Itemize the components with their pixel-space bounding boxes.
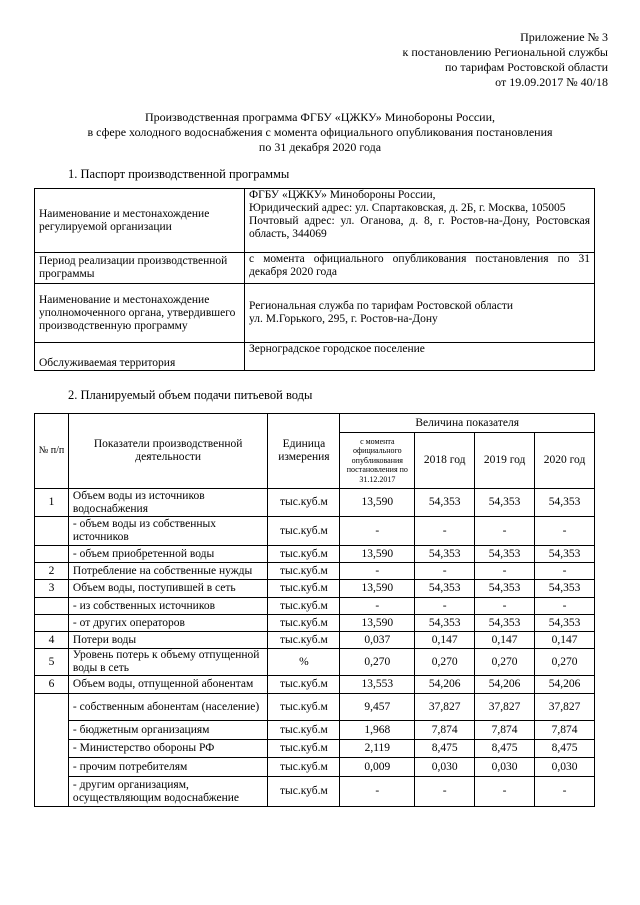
document-title (0, 110, 640, 155)
row-value: 8,475 (415, 740, 475, 758)
row-value: 1,968 (340, 721, 415, 740)
row-number: 3 (35, 580, 69, 598)
passport-row (35, 343, 595, 371)
row-value: - (535, 777, 595, 807)
row-unit: тыс.куб.м (268, 546, 340, 563)
row-number: 2 (35, 563, 69, 580)
row-value: 54,353 (535, 615, 595, 632)
row-value: 37,827 (535, 694, 595, 721)
passport-value (245, 343, 595, 371)
table-row (35, 740, 595, 758)
passport-label: Период реализации производственной программы (35, 253, 245, 284)
row-number: 6 (35, 676, 69, 694)
row-unit: тыс.куб.м (268, 580, 340, 598)
passport-value (245, 284, 595, 343)
row-unit: тыс.куб.м (268, 777, 340, 807)
row-value: 0,009 (340, 758, 415, 777)
row-value: 0,147 (475, 632, 535, 649)
passport-value (245, 189, 595, 253)
header-period-2017: с момента официального опубликования постановления по 31.12.2017 (340, 433, 415, 489)
table-row (35, 777, 595, 807)
passport-value-line: ул. М.Горького, 295, г. Ростов-на-Дону (249, 313, 438, 325)
row-indicator: Потери воды (68, 632, 268, 649)
row-value: 54,353 (535, 546, 595, 563)
row-indicator: - Министерство обороны РФ (68, 740, 268, 758)
table-row (35, 676, 595, 694)
passport-value-line: ФГБУ «ЦЖКУ» Минобороны России, (249, 189, 436, 201)
passport-value-line: Зерноградское городское поселение (249, 343, 425, 355)
water-volume-table (34, 413, 595, 807)
passport-label: Обслуживаемая территория (35, 343, 245, 371)
row-value: 8,475 (535, 740, 595, 758)
table-row (35, 517, 595, 546)
passport-label: Наименование и местонахождение уполномоченного органа, утвердившего производственную программу (35, 284, 245, 343)
row-value: 0,037 (340, 632, 415, 649)
row-value: - (340, 777, 415, 807)
row-indicator: Потребление на собственные нужды (68, 563, 268, 580)
row-indicator: - объем воды из собственных источников (68, 517, 268, 546)
table-row (35, 758, 595, 777)
row-value: 0,030 (535, 758, 595, 777)
row-value: 54,353 (535, 489, 595, 517)
row-value: - (340, 598, 415, 615)
header-num: № п/п (35, 414, 69, 489)
row-value: 54,353 (415, 615, 475, 632)
row-value: - (475, 598, 535, 615)
row-value: 37,827 (415, 694, 475, 721)
row-value: 54,353 (535, 580, 595, 598)
row-unit: % (268, 649, 340, 676)
row-number: 5 (35, 649, 69, 676)
title-line: по 31 декабря 2020 года (258, 140, 382, 154)
document-header (403, 30, 608, 90)
row-indicator: - объем приобретенной воды (68, 546, 268, 563)
table-row (35, 563, 595, 580)
row-value: 0,270 (475, 649, 535, 676)
passport-table (34, 188, 595, 371)
row-number: 1 (35, 489, 69, 517)
row-number (35, 615, 69, 632)
row-value: - (415, 563, 475, 580)
row-number: 4 (35, 632, 69, 649)
row-number (35, 546, 69, 563)
title-line: в сфере холодного водоснабжения с момента официального опубликования постановления (87, 125, 553, 139)
row-value: - (340, 517, 415, 546)
row-value: 54,353 (475, 615, 535, 632)
row-value: 0,147 (415, 632, 475, 649)
row-unit: тыс.куб.м (268, 676, 340, 694)
row-unit: тыс.куб.м (268, 758, 340, 777)
row-value: 54,353 (475, 489, 535, 517)
resolution-ref-2: по тарифам Ростовской области (444, 60, 608, 74)
passport-value-line: Юридический адрес: ул. Спартаковская, д. 2Б, г. Москва, 105005 (249, 202, 566, 214)
row-indicator: Объем воды, поступившей в сеть (68, 580, 268, 598)
row-number (35, 517, 69, 546)
row-value: - (340, 563, 415, 580)
row-value: 0,030 (415, 758, 475, 777)
row-value: 0,270 (535, 649, 595, 676)
row-indicator: Объем воды, отпущенной абонентам (68, 676, 268, 694)
row-value: 54,353 (415, 580, 475, 598)
row-value: 54,353 (415, 546, 475, 563)
section-1-heading: 1. Паспорт производственной программы (68, 167, 290, 181)
row-value: 13,590 (340, 580, 415, 598)
row-value: 54,353 (415, 489, 475, 517)
row-value: 13,590 (340, 546, 415, 563)
row-value: 9,457 (340, 694, 415, 721)
table-row (35, 580, 595, 598)
header-value-group: Величина показателя (340, 414, 595, 433)
table-row (35, 632, 595, 649)
row-value: 7,874 (535, 721, 595, 740)
passport-value-line: Региональная служба по тарифам Ростовской области (249, 300, 514, 312)
passport-value-line: с момента официального опубликования постановления по 31 декабря 2020 года (249, 253, 590, 278)
table-row (35, 598, 595, 615)
passport-value (245, 253, 595, 284)
row-unit: тыс.куб.м (268, 694, 340, 721)
row-value: 54,353 (475, 580, 535, 598)
table-row (35, 721, 595, 740)
row-unit: тыс.куб.м (268, 563, 340, 580)
header-indicator: Показатели производственной деятельности (68, 414, 268, 489)
row-unit: тыс.куб.м (268, 598, 340, 615)
row-indicator: Уровень потерь к объему отпущенной воды в сеть (68, 649, 268, 676)
row-value: 13,553 (340, 676, 415, 694)
passport-row (35, 189, 595, 253)
row-value: 0,030 (475, 758, 535, 777)
row-indicator: Объем воды из источников водоснабжения (68, 489, 268, 517)
row-value: 0,270 (340, 649, 415, 676)
row-unit: тыс.куб.м (268, 615, 340, 632)
row-unit: тыс.куб.м (268, 721, 340, 740)
row-value: - (475, 563, 535, 580)
row-value: - (415, 777, 475, 807)
table-row (35, 615, 595, 632)
row-unit: тыс.куб.м (268, 517, 340, 546)
row-number (35, 694, 69, 807)
row-value: 54,353 (475, 546, 535, 563)
row-unit: тыс.куб.м (268, 632, 340, 649)
row-value: - (535, 517, 595, 546)
row-value: 7,874 (475, 721, 535, 740)
title-line: Производственная программа ФГБУ «ЦЖКУ» Минобороны России, (144, 110, 496, 124)
row-value: 13,590 (340, 489, 415, 517)
row-value: - (415, 517, 475, 546)
row-value: - (475, 777, 535, 807)
row-value: - (415, 598, 475, 615)
row-indicator: - собственным абонентам (население) (68, 694, 268, 721)
passport-label: Наименование и местонахождение регулируемой организации (35, 189, 245, 253)
passport-row (35, 253, 595, 284)
row-value: 13,590 (340, 615, 415, 632)
row-indicator: - из собственных источников (68, 598, 268, 615)
row-value: 54,206 (535, 676, 595, 694)
row-value: 0,147 (535, 632, 595, 649)
row-indicator: - прочим потребителям (68, 758, 268, 777)
row-value: 0,270 (415, 649, 475, 676)
row-value: 7,874 (415, 721, 475, 740)
resolution-ref: к постановлению Региональной службы (402, 45, 608, 59)
passport-value-line: Почтовый адрес: ул. Оганова, д. 8, г. Ростов-на-Дону, Ростовская область, 344069 (249, 215, 590, 240)
table-row (35, 489, 595, 517)
header-2018: 2018 год (415, 433, 475, 489)
table-row (35, 694, 595, 721)
row-value: 37,827 (475, 694, 535, 721)
section-2-heading: 2. Планируемый объем подачи питьевой воды (68, 388, 313, 402)
header-unit: Единица измерения (268, 414, 340, 489)
header-2020: 2020 год (535, 433, 595, 489)
row-value: 54,206 (415, 676, 475, 694)
row-number (35, 598, 69, 615)
row-value: - (475, 517, 535, 546)
row-unit: тыс.куб.м (268, 489, 340, 517)
row-value: 2,119 (340, 740, 415, 758)
row-value: - (535, 598, 595, 615)
row-indicator: - бюджетным организациям (68, 721, 268, 740)
row-value: - (535, 563, 595, 580)
resolution-date: от 19.09.2017 № 40/18 (495, 75, 608, 89)
passport-row (35, 284, 595, 343)
row-value: 8,475 (475, 740, 535, 758)
table-row (35, 546, 595, 563)
row-indicator: - другим организациям, осуществляющим водоснабжение (68, 777, 268, 807)
row-unit: тыс.куб.м (268, 740, 340, 758)
appendix-number: Приложение № 3 (520, 30, 608, 44)
header-2019: 2019 год (475, 433, 535, 489)
row-value: 54,206 (475, 676, 535, 694)
table-row (35, 649, 595, 676)
row-indicator: - от других операторов (68, 615, 268, 632)
